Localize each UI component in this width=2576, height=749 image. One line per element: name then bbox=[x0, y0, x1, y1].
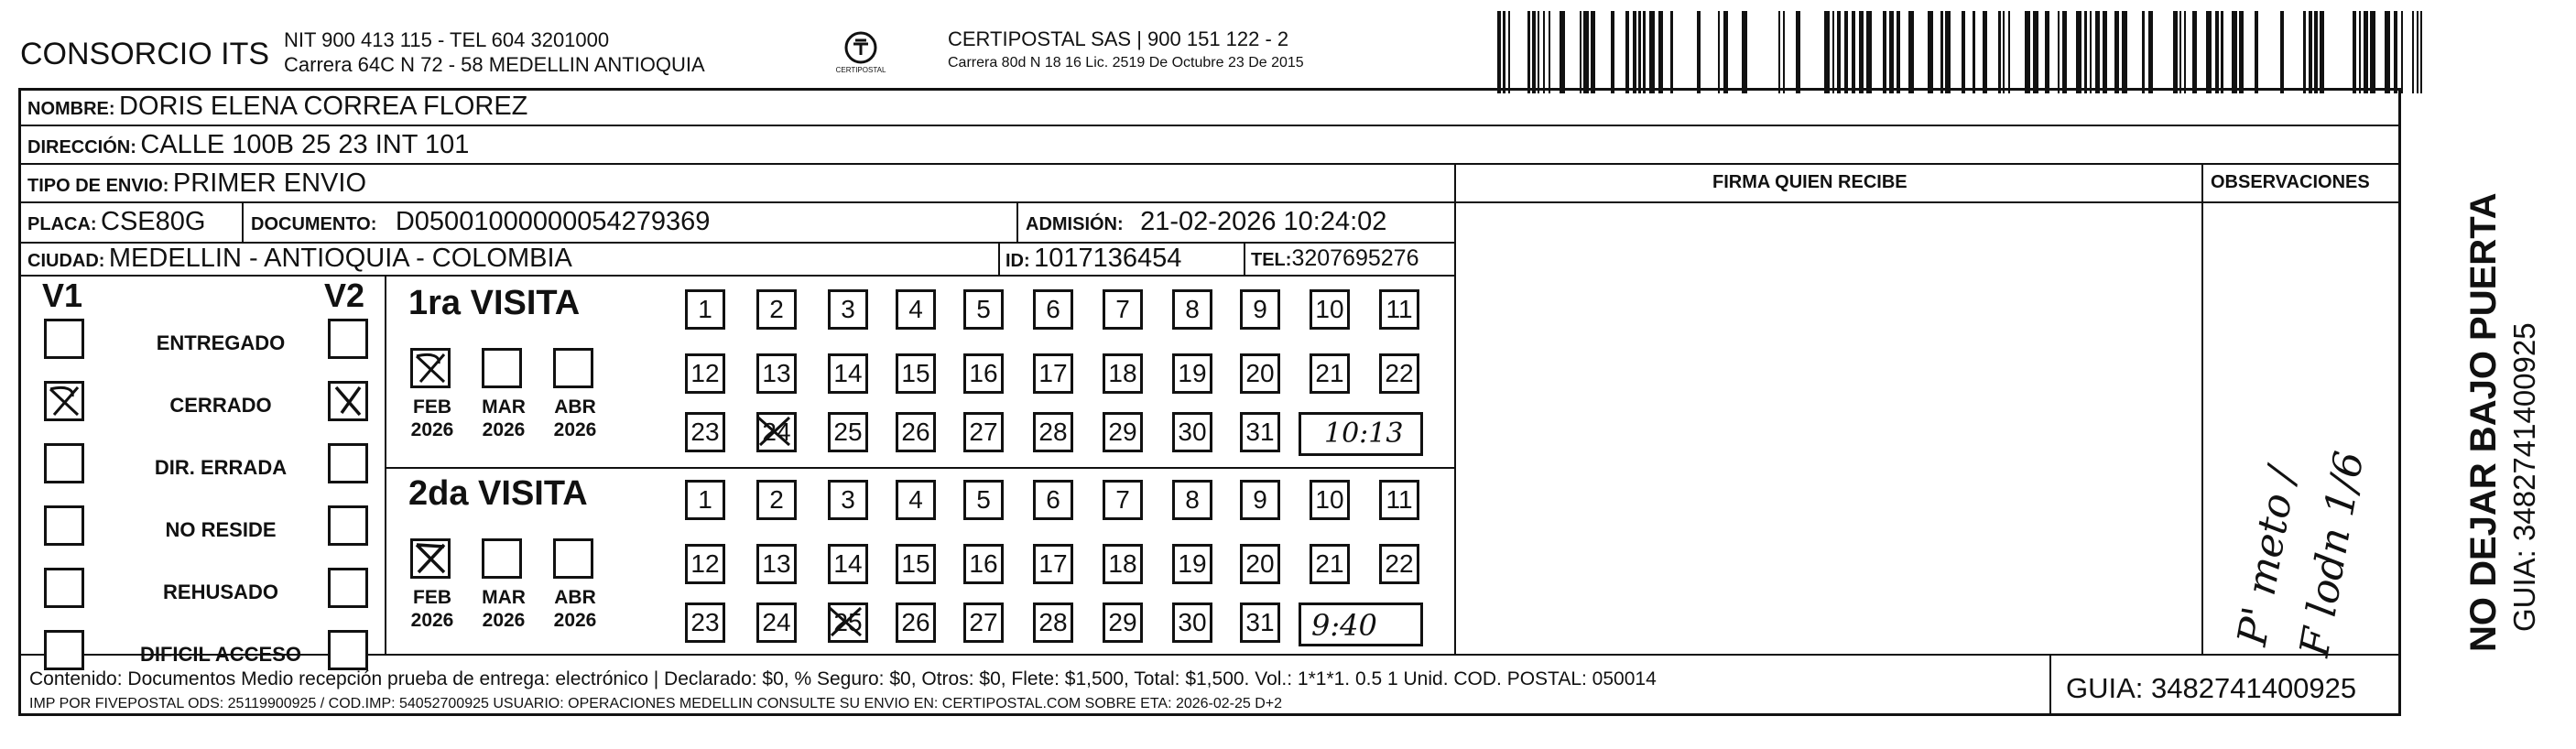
day-box[interactable]: 14 bbox=[828, 353, 868, 394]
day-box[interactable]: 31 bbox=[1240, 602, 1280, 643]
month-label bbox=[403, 396, 462, 441]
status-label: DIR. ERRADA bbox=[154, 456, 288, 479]
first-visit-time: 10:13 bbox=[1324, 418, 1404, 450]
day-box[interactable]: 5 bbox=[963, 480, 1004, 520]
tipo-envio-value: PRIMER ENVIO bbox=[172, 168, 367, 198]
month-label bbox=[403, 586, 462, 632]
day-box[interactable]: 11 bbox=[1379, 480, 1419, 520]
documento-field bbox=[251, 207, 710, 237]
day-box[interactable]: 15 bbox=[896, 353, 936, 394]
day-box[interactable]: 1 bbox=[685, 289, 725, 330]
day-box[interactable]: 25 bbox=[828, 412, 868, 452]
day-box[interactable]: 13 bbox=[756, 544, 797, 584]
month-checkbox[interactable] bbox=[410, 538, 451, 579]
day-box[interactable]: 18 bbox=[1103, 353, 1143, 394]
day-box[interactable]: 19 bbox=[1172, 544, 1212, 584]
day-box[interactable]: 29 bbox=[1103, 412, 1143, 452]
checkmark-icon bbox=[331, 384, 365, 418]
postal-license-line: Carrera 80d N 18 16 Lic. 2519 De Octubre 23 De 2015 bbox=[948, 55, 1304, 71]
month-year: 2026 bbox=[553, 610, 597, 631]
day-box[interactable]: 1 bbox=[685, 480, 725, 520]
month-label bbox=[546, 586, 604, 632]
month-checkbox[interactable] bbox=[482, 348, 522, 388]
day-box[interactable]: 10 bbox=[1310, 289, 1350, 330]
day-box[interactable]: 9 bbox=[1240, 480, 1280, 520]
ciudad-label: CIUDAD: bbox=[27, 251, 105, 271]
month-label bbox=[474, 586, 533, 632]
postal-line: CERTIPOSTAL SAS | 900 151 122 - 2 bbox=[948, 27, 1289, 50]
status-label: CERRADO bbox=[169, 394, 272, 417]
status-label: ENTREGADO bbox=[156, 331, 286, 354]
id-value: 1017136454 bbox=[1034, 244, 1182, 273]
side-guia: GUIA: 3482741400925 bbox=[2507, 322, 2541, 632]
checkmark-icon bbox=[756, 414, 793, 449]
checkmark-icon bbox=[47, 384, 82, 418]
documento-value: D05001000000054279369 bbox=[395, 207, 711, 236]
day-box[interactable]: 27 bbox=[963, 602, 1004, 643]
tel-label: TEL: bbox=[1251, 250, 1292, 270]
checkmark-icon bbox=[413, 351, 448, 385]
month-year: 2026 bbox=[482, 610, 526, 631]
no-dejar-bajo-puerta: NO DEJAR BAJO PUERTA bbox=[2463, 192, 2504, 652]
day-box[interactable]: 16 bbox=[963, 353, 1004, 394]
day-box[interactable]: 4 bbox=[896, 289, 936, 330]
day-box[interactable]: 7 bbox=[1103, 480, 1143, 520]
checkmark-icon bbox=[413, 541, 448, 576]
day-box[interactable]: 5 bbox=[963, 289, 1004, 330]
status-label: NO RESIDE bbox=[165, 518, 277, 541]
day-box[interactable]: 12 bbox=[685, 353, 725, 394]
barcode bbox=[1497, 11, 2431, 93]
month-checkbox[interactable] bbox=[482, 538, 522, 579]
observation-handwriting-2: F lodn 1/6 bbox=[2291, 448, 2374, 660]
day-box[interactable]: 13 bbox=[756, 353, 797, 394]
footer-guia: GUIA: 3482741400925 bbox=[2066, 672, 2357, 704]
day-box[interactable]: 25 bbox=[828, 602, 868, 643]
month-checkbox[interactable] bbox=[410, 348, 451, 388]
tel-value: 3207695276 bbox=[1291, 245, 1419, 271]
id-field bbox=[1005, 244, 1181, 274]
direccion-label: DIRECCIÓN: bbox=[27, 137, 136, 157]
v2-checkbox[interactable] bbox=[328, 381, 368, 421]
day-box[interactable]: 16 bbox=[963, 544, 1004, 584]
tipo-envio-row bbox=[27, 168, 366, 199]
status-label: REHUSADO bbox=[163, 581, 278, 603]
postal-info bbox=[948, 27, 1304, 75]
month-name: ABR bbox=[554, 396, 596, 418]
day-box[interactable]: 19 bbox=[1172, 353, 1212, 394]
company-name: CONSORCIO ITS bbox=[20, 37, 270, 71]
company-info bbox=[284, 27, 705, 77]
day-box[interactable]: 18 bbox=[1103, 544, 1143, 584]
day-box[interactable]: 2 bbox=[756, 480, 797, 520]
day-box[interactable]: 29 bbox=[1103, 602, 1143, 643]
day-box[interactable]: 6 bbox=[1033, 480, 1073, 520]
tipo-envio-label: TIPO DE ENVIO: bbox=[27, 176, 169, 196]
nombre-label: NOMBRE: bbox=[27, 99, 115, 119]
admision-field bbox=[1026, 207, 1386, 237]
second-visit-time: 9:40 bbox=[1311, 608, 1377, 643]
day-box[interactable]: 2 bbox=[756, 289, 797, 330]
documento-label: DOCUMENTO: bbox=[251, 214, 377, 234]
nombre-value: DORIS ELENA CORREA FLOREZ bbox=[119, 92, 528, 121]
day-box[interactable]: 26 bbox=[896, 602, 936, 643]
day-box[interactable]: 21 bbox=[1310, 544, 1350, 584]
month-year: 2026 bbox=[482, 419, 526, 440]
day-box[interactable]: 20 bbox=[1240, 353, 1280, 394]
day-box[interactable]: 17 bbox=[1033, 544, 1073, 584]
second-visit-title: 2da VISITA bbox=[408, 474, 588, 513]
day-box[interactable]: 15 bbox=[896, 544, 936, 584]
month-name: MAR bbox=[482, 587, 526, 608]
id-label: ID: bbox=[1005, 251, 1030, 271]
month-label bbox=[546, 396, 604, 441]
day-box[interactable]: 17 bbox=[1033, 353, 1073, 394]
checkmark-icon bbox=[828, 604, 864, 639]
admision-value: 21-02-2026 10:24:02 bbox=[1140, 207, 1387, 236]
day-box[interactable]: 12 bbox=[685, 544, 725, 584]
ciudad-field bbox=[27, 244, 572, 274]
month-year: 2026 bbox=[410, 610, 454, 631]
v2-checkbox[interactable] bbox=[328, 568, 368, 608]
v1-checkbox[interactable] bbox=[44, 568, 84, 608]
day-box[interactable]: 11 bbox=[1379, 289, 1419, 330]
v2-checkbox[interactable] bbox=[328, 443, 368, 483]
day-box[interactable]: 23 bbox=[685, 602, 725, 643]
v1-checkbox[interactable] bbox=[44, 319, 84, 359]
day-box[interactable]: 28 bbox=[1033, 412, 1073, 452]
day-box[interactable]: 24 bbox=[756, 602, 797, 643]
v1-checkbox[interactable] bbox=[44, 630, 84, 670]
day-box[interactable]: 27 bbox=[963, 412, 1004, 452]
v1-label: V1 bbox=[42, 277, 83, 314]
day-box[interactable]: 3 bbox=[828, 289, 868, 330]
observaciones-label: OBSERVACIONES bbox=[2211, 172, 2370, 192]
day-box[interactable]: 7 bbox=[1103, 289, 1143, 330]
day-box[interactable]: 21 bbox=[1310, 353, 1350, 394]
certipostal-logo-icon bbox=[829, 27, 893, 92]
v2-checkbox[interactable] bbox=[328, 319, 368, 359]
placa-field bbox=[27, 207, 205, 237]
month-name: MAR bbox=[482, 396, 526, 418]
observation-handwriting-1: P' meto / bbox=[2229, 463, 2307, 649]
day-box[interactable]: 30 bbox=[1172, 602, 1212, 643]
v2-label: V2 bbox=[324, 277, 365, 314]
tel-field bbox=[1251, 245, 1418, 272]
day-box[interactable]: 28 bbox=[1033, 602, 1073, 643]
admision-label: ADMISIÓN: bbox=[1026, 214, 1124, 234]
month-checkbox[interactable] bbox=[553, 538, 593, 579]
print-info: IMP POR FIVEPOSTAL ODS: 25119900925 / COD.IMP: 54052700925 USUARIO: OPERACIONES MEDELLIN CONSULTE SU ENVIO EN: CERTIPOSTAL.COM SOBRE ETA: 2026-02-25 D+2 bbox=[29, 696, 1283, 711]
day-box[interactable]: 8 bbox=[1172, 289, 1212, 330]
placa-label: PLACA: bbox=[27, 214, 97, 234]
v1-checkbox[interactable] bbox=[44, 381, 84, 421]
placa-value: CSE80G bbox=[101, 207, 206, 236]
v1-checkbox[interactable] bbox=[44, 505, 84, 546]
status-label: DIFICIL ACCESO bbox=[139, 643, 301, 666]
address-line: Carrera 64C N 72 - 58 MEDELLIN ANTIOQUIA bbox=[284, 53, 705, 76]
day-box[interactable]: 20 bbox=[1240, 544, 1280, 584]
first-visit-title: 1ra VISITA bbox=[408, 284, 581, 322]
day-box[interactable]: 4 bbox=[896, 480, 936, 520]
direccion-row bbox=[27, 130, 469, 160]
logo-text: CERTIPOSTAL bbox=[835, 66, 886, 74]
day-box[interactable]: 22 bbox=[1379, 544, 1419, 584]
month-year: 2026 bbox=[553, 419, 597, 440]
month-name: FEB bbox=[413, 587, 451, 608]
v1-checkbox[interactable] bbox=[44, 443, 84, 483]
nombre-row bbox=[27, 92, 527, 122]
ciudad-value: MEDELLIN - ANTIOQUIA - COLOMBIA bbox=[108, 244, 572, 273]
month-name: FEB bbox=[413, 396, 451, 418]
month-year: 2026 bbox=[410, 419, 454, 440]
day-box[interactable]: 6 bbox=[1033, 289, 1073, 330]
v2-checkbox[interactable] bbox=[328, 630, 368, 670]
day-box[interactable]: 23 bbox=[685, 412, 725, 452]
day-box[interactable]: 8 bbox=[1172, 480, 1212, 520]
firma-label: FIRMA QUIEN RECIBE bbox=[1712, 172, 1908, 192]
day-box[interactable]: 3 bbox=[828, 480, 868, 520]
nit-line: NIT 900 413 115 - TEL 604 3201000 bbox=[284, 28, 610, 51]
day-box[interactable]: 24 bbox=[756, 412, 797, 452]
month-label bbox=[474, 396, 533, 441]
month-name: ABR bbox=[554, 587, 596, 608]
day-box[interactable]: 31 bbox=[1240, 412, 1280, 452]
v2-checkbox[interactable] bbox=[328, 505, 368, 546]
day-box[interactable]: 22 bbox=[1379, 353, 1419, 394]
direccion-value: CALLE 100B 25 23 INT 101 bbox=[140, 130, 470, 159]
month-checkbox[interactable] bbox=[553, 348, 593, 388]
day-box[interactable]: 9 bbox=[1240, 289, 1280, 330]
day-box[interactable]: 26 bbox=[896, 412, 936, 452]
day-box[interactable]: 10 bbox=[1310, 480, 1350, 520]
day-box[interactable]: 30 bbox=[1172, 412, 1212, 452]
content-description: Contenido: Documentos Medio recepción prueba de entrega: electrónico | Declarado: $0, % Seguro: $0, Otros: $0, Flete: $1,500, Total: $1,500. Vol.: 1*1*1. 0.5 1 Unid. COD. POSTAL: 050014 bbox=[29, 668, 1657, 689]
day-box[interactable]: 14 bbox=[828, 544, 868, 584]
